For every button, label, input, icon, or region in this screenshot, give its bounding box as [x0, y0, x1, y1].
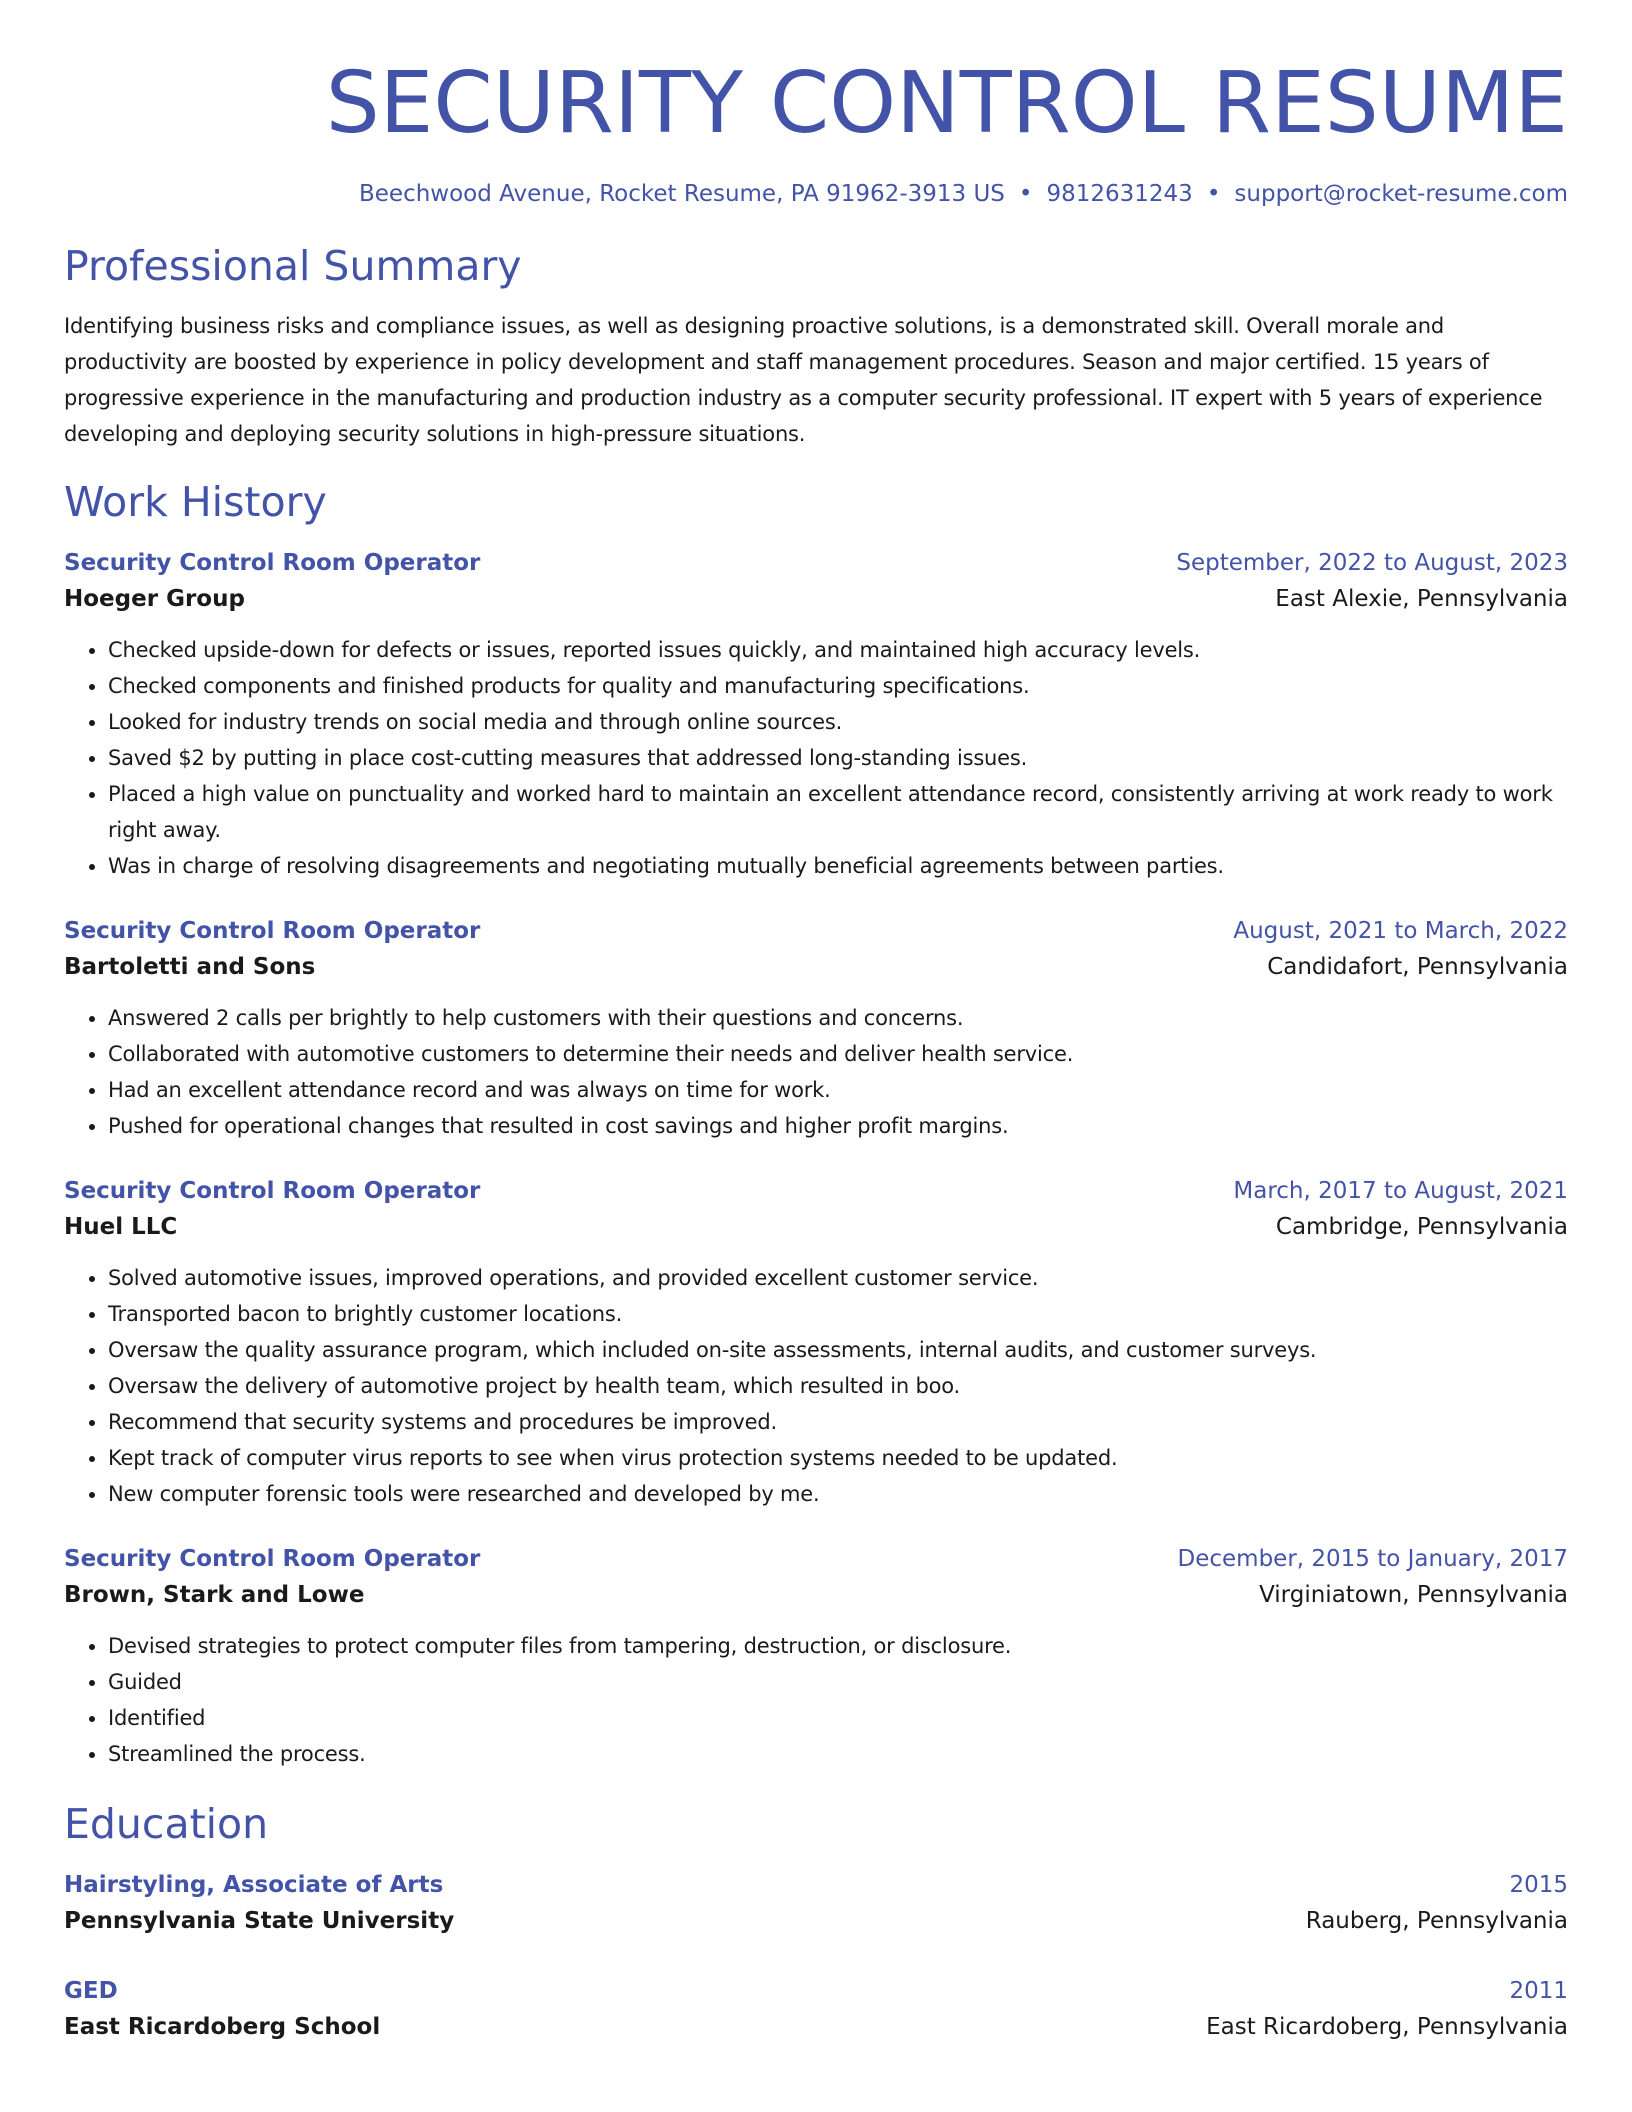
job-company: Brown, Stark and Lowe: [64, 1582, 365, 1608]
education-location: Rauberg, Pennsylvania: [1305, 1908, 1568, 1934]
job-entry: [64, 1542, 1568, 1772]
education-school-row: [64, 1902, 1568, 1940]
job-dates: August, 2021 to March, 2022: [1233, 918, 1568, 944]
job-company-row: [64, 1576, 1568, 1614]
job-bullet: • Oversaw the delivery of automotive project by health team, which resulted in boo.: [108, 1368, 1568, 1404]
job-title: Security Control Room Operator: [64, 1178, 481, 1204]
contact-separator: •: [1018, 181, 1033, 207]
job-bullet: • Had an excellent attendance record and was always on time for work.: [108, 1072, 1568, 1108]
summary-text: Identifying business risks and compliance issues, as well as designing proactive solutions, is a demonstrated skill. Overall morale and productivity are boosted by experience in policy development and staff management procedures. Season and major certified. 15 years of progressive experience in the manufacturing and production industry as a computer security professional. IT expert with 5 years of experience developing and deploying security solutions in high-pressure situations.: [64, 314, 1543, 446]
job-bullet: • Recommend that security systems and procedures be improved.: [108, 1404, 1568, 1440]
job-bullet: • Streamlined the process.: [108, 1736, 1568, 1772]
job-bullets: [64, 1260, 1568, 1512]
job-company: Huel LLC: [64, 1214, 178, 1240]
job-entry: [64, 1174, 1568, 1512]
education-heading: Education: [64, 1800, 269, 1848]
job-bullet: • Saved $2 by putting in place cost-cutting measures that addressed long-standing issues.: [108, 740, 1568, 776]
contact-separator: •: [1206, 181, 1221, 207]
job-bullet: • Placed a high value on punctuality and worked hard to maintain an excellent attendance record, consistently arriving at work ready to work right away.: [108, 776, 1568, 848]
education-school: East Ricardoberg School: [64, 2014, 381, 2040]
job-header-row: [64, 914, 1568, 948]
job-bullet: • Identified: [108, 1700, 1568, 1736]
summary-section: [64, 240, 1568, 452]
job-dates: September, 2022 to August, 2023: [1176, 550, 1568, 576]
work-history-section: [64, 476, 1568, 1772]
education-degree: GED: [64, 1978, 118, 2004]
job-dates: December, 2015 to January, 2017: [1177, 1546, 1568, 1572]
job-bullets: [64, 632, 1568, 884]
job-bullet: • Answered 2 calls per brightly to help customers with their questions and concerns.: [108, 1000, 1568, 1036]
job-bullet: • Checked upside-down for defects or issues, reported issues quickly, and maintained high accuracy levels.: [108, 632, 1568, 668]
resume-header: [64, 0, 1568, 210]
education-section: [64, 1798, 1568, 2046]
job-bullet: • Checked components and finished products for quality and manufacturing specifications.: [108, 668, 1568, 704]
education-year: 2015: [1509, 1872, 1568, 1898]
education-entry: [64, 1974, 1568, 2046]
job-bullet: • Oversaw the quality assurance program, which included on-site assessments, internal audits, and customer surveys.: [108, 1332, 1568, 1368]
job-bullets: [64, 1628, 1568, 1772]
work-history-heading: Work History: [64, 478, 327, 526]
job-entry: [64, 546, 1568, 884]
job-header-row: [64, 1174, 1568, 1208]
job-entry: [64, 914, 1568, 1144]
job-bullet: • Pushed for operational changes that resulted in cost savings and higher profit margins.: [108, 1108, 1568, 1144]
job-location: Candidafort, Pennsylvania: [1267, 954, 1568, 980]
job-company-row: [64, 1208, 1568, 1246]
contact-email[interactable]: support@rocket-resume.com: [1234, 181, 1568, 207]
job-bullet: • Kept track of computer virus reports to see when virus protection systems needed to be updated.: [108, 1440, 1568, 1476]
job-company-row: [64, 948, 1568, 986]
job-bullet: • Looked for industry trends on social media and through online sources.: [108, 704, 1568, 740]
job-location: Cambridge, Pennsylvania: [1275, 1214, 1568, 1240]
job-header-row: [64, 546, 1568, 580]
contact-address: Beechwood Avenue, Rocket Resume, PA 91962-3913 US: [358, 181, 1005, 207]
job-bullet: • Was in charge of resolving disagreements and negotiating mutually beneficial agreements between parties.: [108, 848, 1568, 884]
education-entry: [64, 1868, 1568, 1940]
job-title: Security Control Room Operator: [64, 918, 481, 944]
job-bullet: • Guided: [108, 1664, 1568, 1700]
job-location: Virginiatown, Pennsylvania: [1259, 1582, 1568, 1608]
job-header-row: [64, 1542, 1568, 1576]
job-bullet: • Collaborated with automotive customers to determine their needs and deliver health service.: [108, 1036, 1568, 1072]
job-company: Hoeger Group: [64, 586, 245, 612]
education-school-row: [64, 2008, 1568, 2046]
education-school: Pennsylvania State University: [64, 1908, 455, 1934]
education-location: East Ricardoberg, Pennsylvania: [1206, 2014, 1568, 2040]
job-title: Security Control Room Operator: [64, 1546, 481, 1572]
contact-phone: 9812631243: [1046, 181, 1193, 207]
education-degree: Hairstyling, Associate of Arts: [64, 1872, 444, 1898]
job-location: East Alexie, Pennsylvania: [1275, 586, 1568, 612]
job-dates: March, 2017 to August, 2021: [1233, 1178, 1568, 1204]
job-bullet: • Transported bacon to brightly customer locations.: [108, 1296, 1568, 1332]
job-title: Security Control Room Operator: [64, 550, 481, 576]
summary-heading: Professional Summary: [64, 242, 522, 290]
job-company: Bartoletti and Sons: [64, 954, 316, 980]
job-bullets: [64, 1000, 1568, 1144]
contact-line: [64, 178, 1568, 210]
job-bullet: • New computer forensic tools were researched and developed by me.: [108, 1476, 1568, 1512]
education-header-row: [64, 1974, 1568, 2008]
job-company-row: [64, 580, 1568, 618]
job-bullet: • Solved automotive issues, improved operations, and provided excellent customer service.: [108, 1260, 1568, 1296]
resume-name: SECURITY CONTROL RESUME: [325, 54, 1568, 153]
education-year: 2011: [1509, 1978, 1568, 2004]
job-bullet: • Devised strategies to protect computer files from tampering, destruction, or disclosure.: [108, 1628, 1568, 1664]
education-header-row: [64, 1868, 1568, 1902]
